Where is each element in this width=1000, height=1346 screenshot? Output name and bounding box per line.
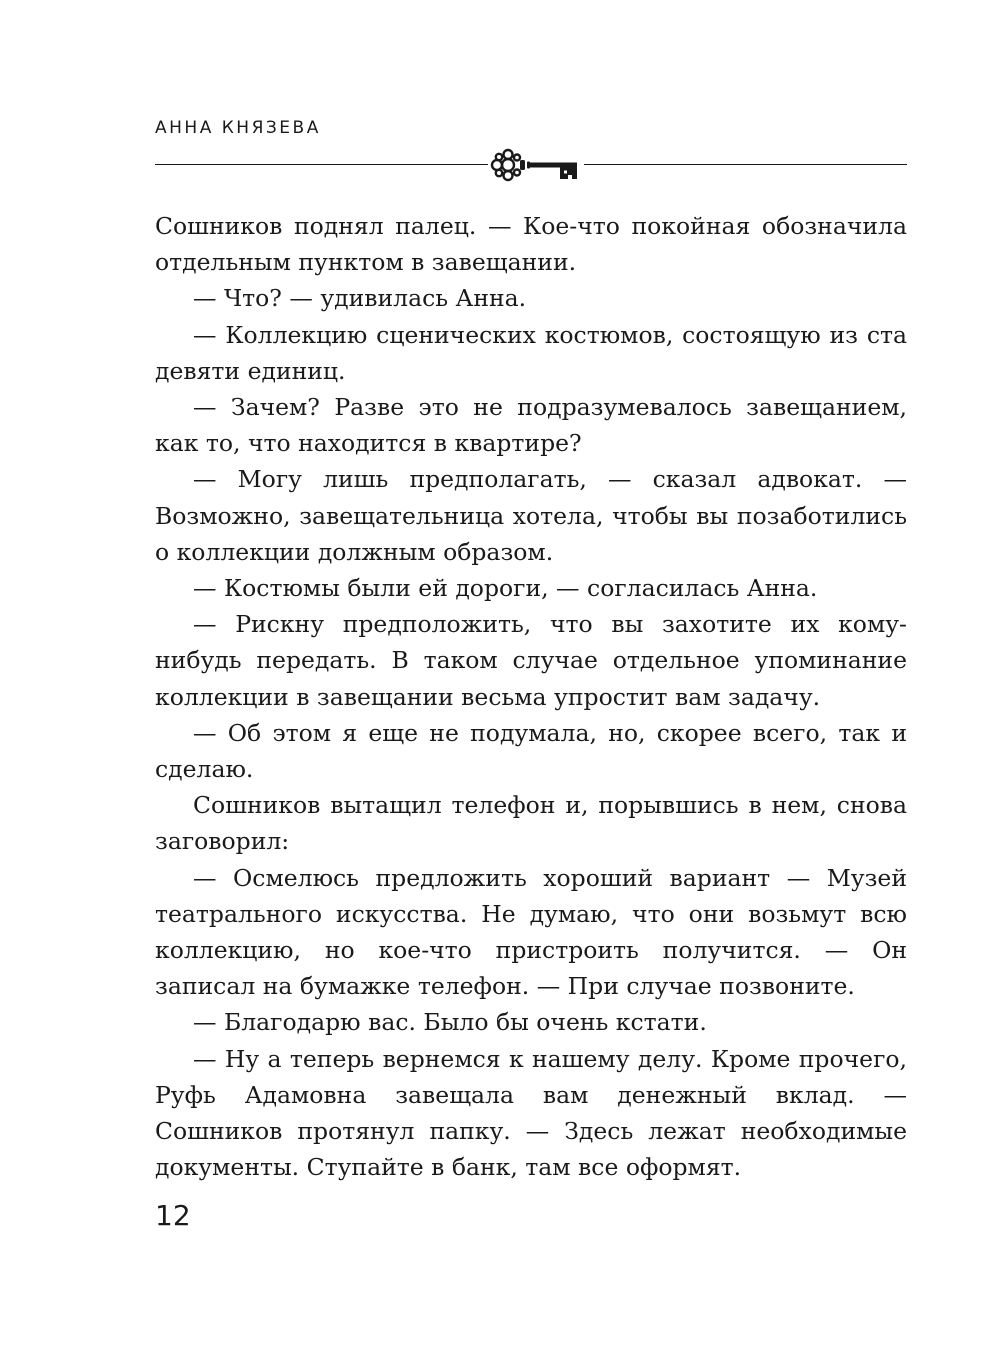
paragraph: Сошников поднял палец. — Кое-что покойная обозначила отдельным пунктом в завещании. (155, 212, 907, 277)
body-text (155, 208, 907, 1185)
page-number: 12 (155, 1199, 191, 1232)
paragraph: — Что? — удивилась Анна. (193, 284, 527, 313)
paragraph: — Коллекцию сценических костюмов, состоящую из ста девяти единиц. (155, 320, 907, 385)
paragraph: — Могу лишь предполагать, — сказал адвокат. — Возможно, завещательница хотела, чтобы вы позаботились о коллекции должным образом. (155, 465, 907, 566)
paragraph: — Ну а теперь вернемся к нашему делу. Кроме прочего, Руфь Адамовна завещала вам денежный вклад. — Сошников протянул папку. — Здесь лежат необходимые документы. Ступайте в банк, там все оформят. (155, 1044, 907, 1182)
paragraph: — Об этом я еще не подумала, но, скорее всего, так и сделаю. (155, 718, 907, 784)
paragraph: Сошников вытащил телефон и, порывшись в нем, снова заговорил: (155, 791, 907, 856)
paragraph: — Зачем? Разве это не подразумевалось завещанием, как то, что находится в квартире? (155, 393, 907, 458)
paragraph: — Осмелюсь предложить хороший вариант — Музей театрального искусства. Не думаю, что они возьмут всю коллекцию, но кое-что пристроить получится. — Он записал на бумажке телефон. — При случае позвоните. (155, 863, 907, 1001)
key-icon (488, 145, 584, 189)
paragraph: — Благодарю вас. Было бы очень кстати. (193, 1008, 707, 1037)
paragraph: — Костюмы были ей дороги, — согласилась Анна. (193, 574, 818, 603)
paragraph: — Рискну предположить, что вы захотите их кому-нибудь передать. В таком случае отдельное упоминание коллекции в завещании весьма упростит вам задачу. (155, 610, 907, 711)
running-title: АННА КНЯЗЕВА (155, 118, 321, 138)
